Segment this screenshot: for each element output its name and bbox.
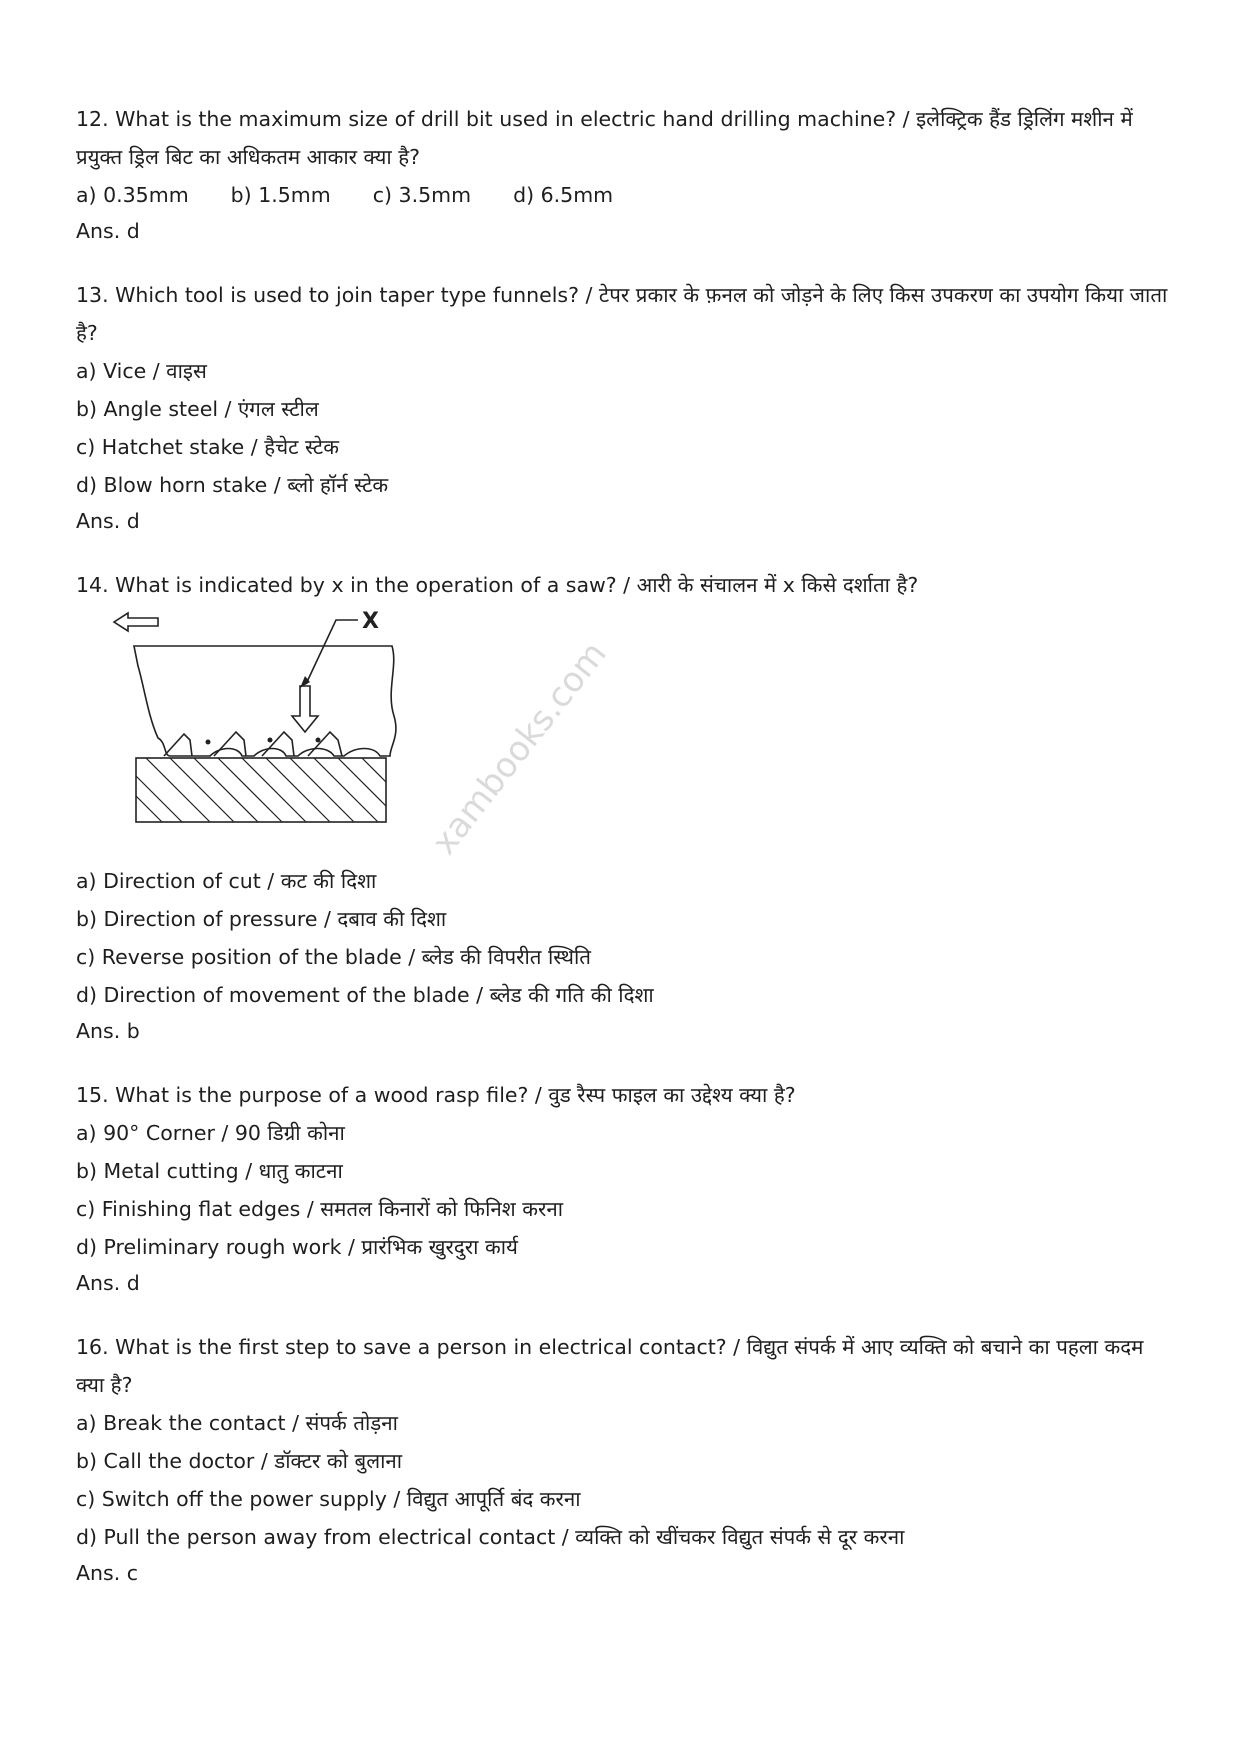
options-row <box>76 176 1176 214</box>
pressure-arrow-icon <box>292 686 318 732</box>
workpiece <box>136 758 386 822</box>
option-d: d) Pull the person away from electrical contact / व्यक्ति को खींचकर विद्युत संपर्क से दूर करना <box>76 1525 905 1549</box>
option-b: b) 1.5mm <box>230 183 331 207</box>
option-a: a) Direction of cut / कट की दिशा <box>76 869 377 893</box>
question-12 <box>76 100 1176 248</box>
saw-operation-figure <box>86 606 446 856</box>
option-d: d) 6.5mm <box>513 183 614 207</box>
option-c: c) Hatchet stake / हैचेट स्टेक <box>76 435 340 459</box>
direction-arrow-icon <box>114 613 158 631</box>
option-a: a) Break the contact / संपर्क तोड़ना <box>76 1411 398 1435</box>
question-15 <box>76 1076 1176 1300</box>
question-text: 13. Which tool is used to join taper type funnels? / टेपर प्रकार के फ़नल को जोड़ने के लिए किस उपकरण का उपयोग किया जाता है? <box>76 283 1168 345</box>
label-x: X <box>362 609 379 634</box>
answer: Ans. d <box>76 509 140 533</box>
option-b: b) Direction of pressure / दबाव की दिशा <box>76 907 447 931</box>
question-13 <box>76 276 1176 538</box>
option-b: b) Metal cutting / धातु काटना <box>76 1159 343 1183</box>
question-text: 12. What is the maximum size of drill bit used in electric hand drilling machine? / इलेक्ट्रिक हैंड ड्रिलिंग मशीन में प्रयुक्त ड्रिल बिट का अधिकतम आकार क्या है? <box>76 107 1133 169</box>
option-c: c) Finishing flat edges / समतल किनारों को फिनिश करना <box>76 1197 564 1221</box>
saw-teeth <box>164 732 342 756</box>
option-c: c) Reverse position of the blade / ब्लेड की विपरीत स्थिति <box>76 945 591 969</box>
question-text: 16. What is the first step to save a person in electrical contact? / विद्युत संपर्क में आए व्यक्ति को बचाने का पहला कदम क्या है? <box>76 1335 1144 1397</box>
option-b: b) Call the doctor / डॉक्टर को बुलाना <box>76 1449 403 1473</box>
question-16 <box>76 1328 1176 1590</box>
question-14 <box>76 566 1176 1048</box>
option-a: a) 90° Corner / 90 डिग्री कोना <box>76 1121 345 1145</box>
question-text: 14. What is indicated by x in the operation of a saw? / आरी के संचालन में x किसे दर्शाता है? <box>76 573 919 597</box>
option-a: a) 0.35mm <box>76 183 189 207</box>
option-a: a) Vice / वाइस <box>76 359 207 383</box>
workpiece-hatching <box>136 758 386 822</box>
option-d: d) Preliminary rough work / प्रारंभिक खुरदुरा कार्य <box>76 1235 518 1259</box>
option-d: d) Blow horn stake / ब्लो हॉर्न स्टेक <box>76 473 389 497</box>
option-c: c) 3.5mm <box>372 183 472 207</box>
watermark: xambooks.com <box>424 634 615 863</box>
option-c: c) Switch off the power supply / विद्युत आपूर्ति बंद करना <box>76 1487 581 1511</box>
question-text: 15. What is the purpose of a wood rasp file? / वुड रैस्प फाइल का उद्देश्य क्या है? <box>76 1083 796 1107</box>
saw-blade <box>134 646 396 756</box>
answer: Ans. d <box>76 1271 140 1295</box>
option-d: d) Direction of movement of the blade / ब्लेड की गति की दिशा <box>76 983 654 1007</box>
option-b: b) Angle steel / एंगल स्टील <box>76 397 319 421</box>
leader-line <box>306 620 358 684</box>
answer: Ans. d <box>76 219 140 243</box>
answer: Ans. b <box>76 1019 140 1043</box>
answer: Ans. c <box>76 1561 139 1585</box>
question-sheet <box>76 100 1176 1618</box>
